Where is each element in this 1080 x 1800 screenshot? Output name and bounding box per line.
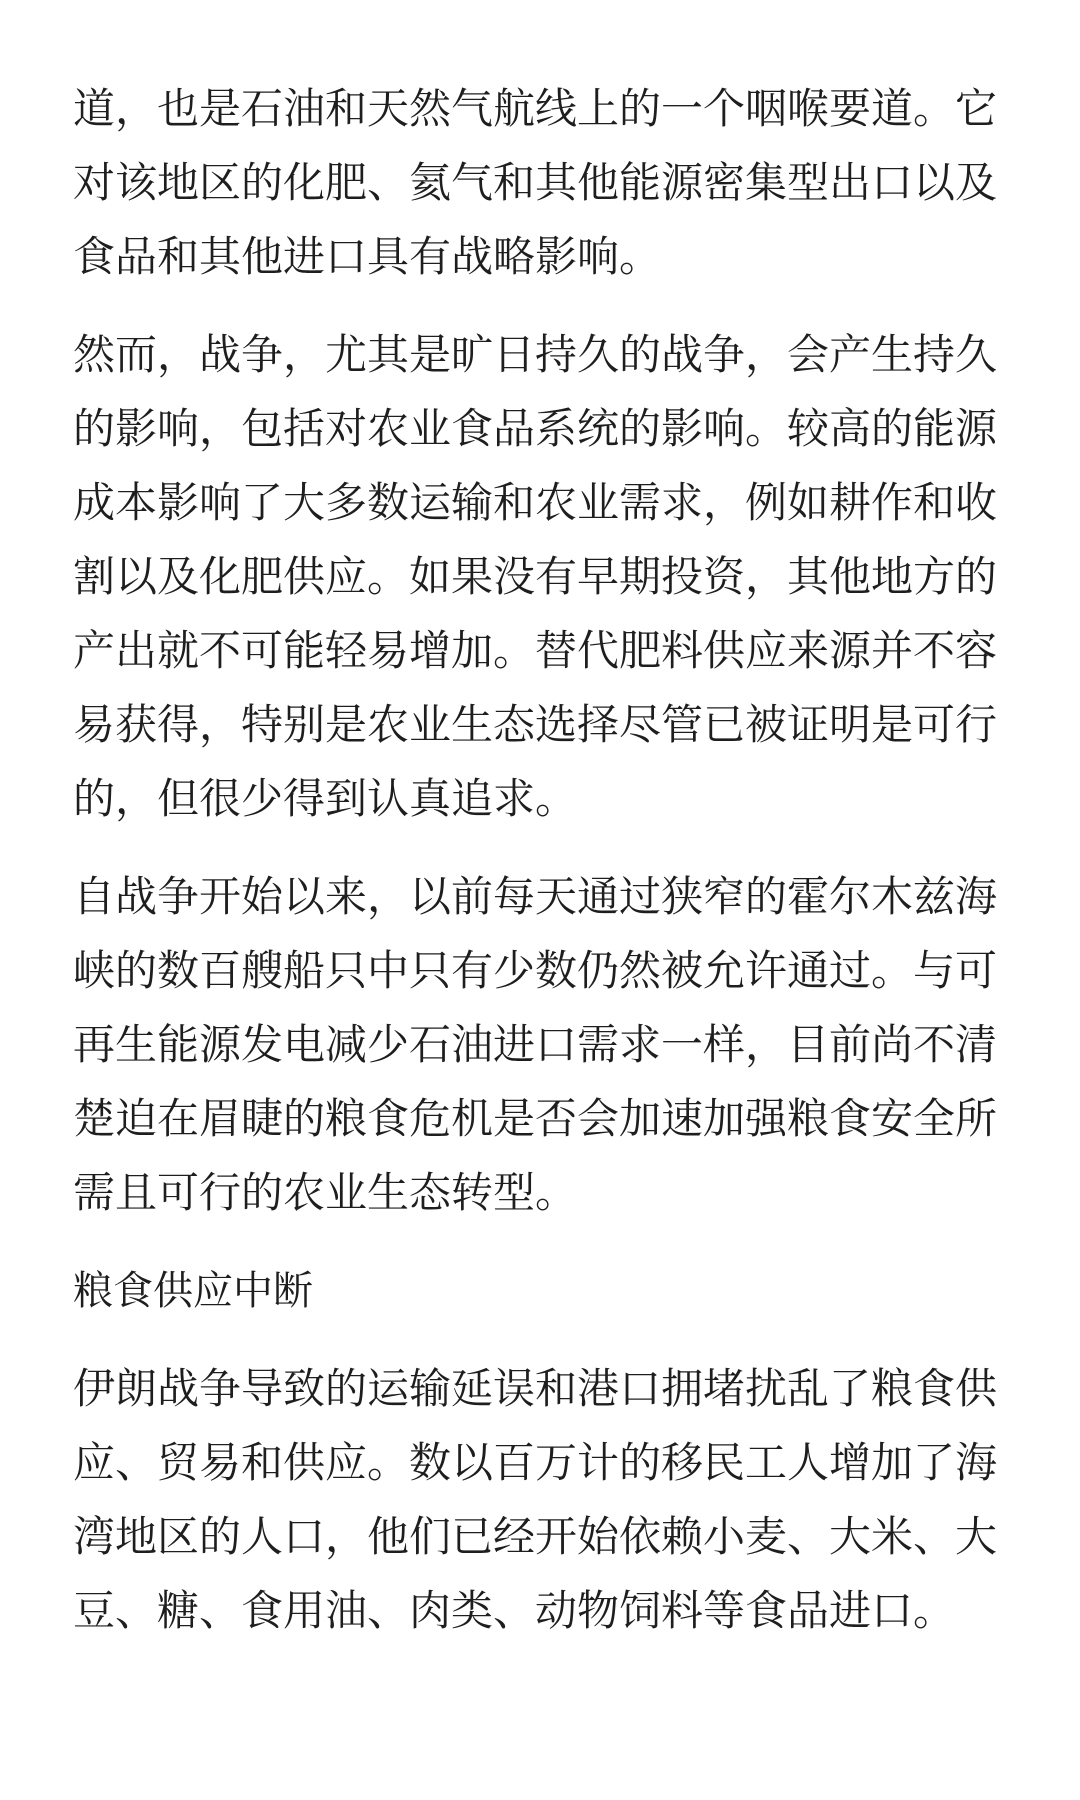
text-line: 易获得，特别是农业生态选择尽管已被证明是可行 (73, 700, 998, 749)
text-line: 湾地区的人口，他们已经开始依赖小麦、大米、大 (73, 1512, 998, 1561)
text-line: 成本影响了大多数运输和农业需求，例如耕作和收 (73, 478, 998, 527)
text-line: 的，但很少得到认真追求。 (73, 774, 578, 823)
text-line: 割以及化肥供应。如果没有早期投资，其他地方的 (73, 552, 998, 601)
text-line: 道，也是石油和天然气航线上的一个咽喉要道。它 (73, 84, 998, 133)
text-line: 对该地区的化肥、氦气和其他能源密集型出口以及 (73, 158, 998, 207)
text-line: 豆、糖、食用油、肉类、动物饲料等食品进口。 (73, 1586, 956, 1635)
text-line: 伊朗战争导致的运输延误和港口拥堵扰乱了粮食供 (73, 1364, 998, 1413)
paragraph (73, 1352, 1007, 1648)
paragraph (73, 318, 1007, 836)
text-line: 自战争开始以来，以前每天通过狭窄的霍尔木兹海 (73, 872, 998, 921)
text-line: 应、贸易和供应。数以百万计的移民工人增加了海 (73, 1438, 998, 1487)
section-heading-text: 粮食供应中断 (73, 1268, 313, 1314)
text-line: 然而，战争，尤其是旷日持久的战争，会产生持久 (73, 330, 998, 379)
section-heading (73, 1254, 1007, 1328)
paragraph (73, 860, 1007, 1230)
text-line: 再生能源发电减少石油进口需求一样，目前尚不清 (73, 1020, 998, 1069)
text-line: 峡的数百艘船只中只有少数仍然被允许通过。与可 (73, 946, 998, 995)
text-line: 的影响，包括对农业食品系统的影响。较高的能源 (73, 404, 998, 453)
text-line: 产出就不可能轻易增加。替代肥料供应来源并不容 (73, 626, 998, 675)
text-line: 楚迫在眉睫的粮食危机是否会加速加强粮食安全所 (73, 1094, 998, 1143)
article-body (73, 72, 1007, 1672)
text-line: 需且可行的农业生态转型。 (73, 1168, 578, 1217)
paragraph (73, 72, 1007, 294)
text-line: 食品和其他进口具有战略影响。 (73, 232, 662, 281)
